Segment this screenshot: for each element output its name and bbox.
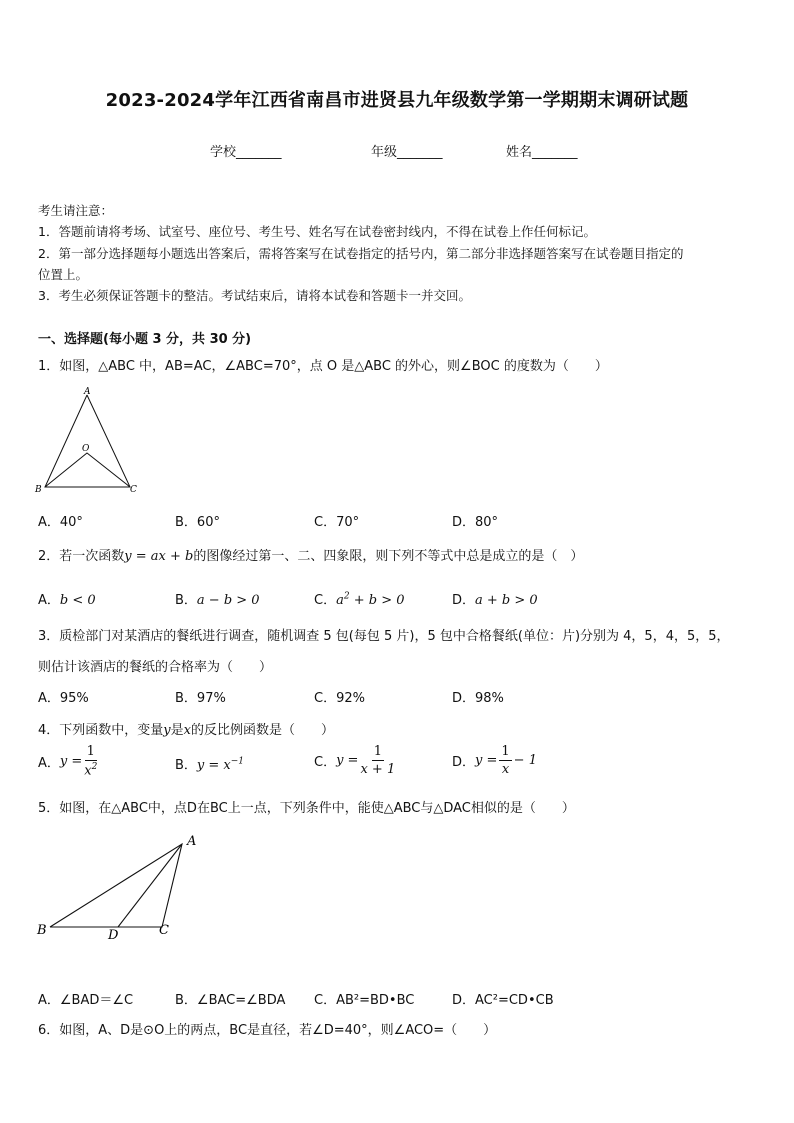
q2-option-b: B．a − b > 0 [175, 593, 260, 608]
q1-option-b: B．60° [175, 515, 220, 530]
question-2-text: 2．若一次函数y = ax + b的图像经过第一、二、四象限，则下列不等式中总是成立的是（ ） [38, 549, 584, 564]
q4-option-d: D． y = $\frac{1}{x}$ − 1 [452, 744, 537, 777]
q4-option-c: C． y = $\frac{1}{x + 1}$ [314, 744, 396, 777]
label-a: A [187, 834, 197, 849]
q4-option-a: A． y = $\frac{1}{x^2}$ [38, 744, 98, 779]
q5-option-d: D．AC²=CD•CB [452, 993, 554, 1008]
q5-option-b: B．∠BAC=∠BDA [175, 993, 286, 1008]
notice-item: 1．答题前请将考场、试室号、座位号、考生号、姓名写在试卷密封线内，不得在试卷上作任何标记。 [38, 224, 596, 239]
q3-option-d: D．98% [452, 691, 504, 706]
q5-option-c: C．AB²=BD•BC [314, 993, 415, 1008]
q3-option-a: A．95% [38, 691, 89, 706]
q1-option-c: C．70° [314, 515, 360, 530]
question-3-line-1: 3．质检部门对某酒店的餐纸进行调查，随机调查 5 包(每包 5 片)，5 包中合格餐纸(单位：片)分别为 4，5，4，5，5， [38, 629, 730, 644]
page-title: 2023-2024学年江西省南昌市进贤县九年级数学第一学期期末调研试题 [105, 90, 689, 111]
section-heading: 一、选择题(每小题 3 分，共 30 分) [38, 332, 252, 347]
question-3-line-2: 则估计该酒店的餐纸的合格率为（ ） [38, 660, 273, 675]
notice-item: 3．考生必须保证答题卡的整洁。考试结束后，请将本试卷和答题卡一并交回。 [38, 288, 471, 303]
question-4-text: 4．下列函数中，变量y是x的反比例函数是（ ） [38, 723, 335, 738]
math-expression: y = ax + b [124, 549, 194, 564]
label-b: B [35, 485, 42, 495]
label-c: C [159, 923, 169, 938]
q2-option-c: C．$a^2 + b > 0$ [314, 591, 405, 608]
q3-option-b: B．97% [175, 691, 226, 706]
label-d: D [108, 928, 119, 943]
question-6-text: 6．如图，A、D是⊙O上的两点，BC是直径，若∠D=40°，则∠ACO=（ ） [38, 1023, 497, 1038]
q4-option-b: B．$y = x^{-1}$ [175, 756, 245, 773]
question-1-text: 1．如图，△ABC 中，AB=AC，∠ABC=70°，点 O 是△ABC 的外心，则∠BOC 的度数为（ ） [38, 359, 608, 374]
notice-heading: 考生请注意： [38, 203, 114, 218]
label-c: C [130, 485, 137, 495]
label-o: O [82, 444, 90, 454]
triangle-figure-q5 [30, 830, 210, 945]
q1-option-a: A．40° [38, 515, 83, 530]
triangle-figure-q1 [30, 385, 145, 495]
q2-option-d: D．a + b > 0 [452, 593, 538, 608]
name-field: 姓名_______ [506, 145, 578, 160]
label-b: B [37, 923, 47, 938]
notice-item: 2．第一部分选择题每小题选出答案后，需将答案写在试卷指定的括号内，第二部分非选择题答案写在试卷题目指定的 [38, 246, 684, 261]
notice-item: 位置上。 [38, 267, 89, 282]
school-field: 学校_______ [210, 145, 282, 160]
q5-option-a: A．∠BAD＝∠C [38, 993, 134, 1008]
label-a: A [84, 387, 91, 397]
grade-field: 年级_______ [371, 145, 443, 160]
q2-option-a: A．b < 0 [38, 593, 96, 608]
q1-option-d: D．80° [452, 515, 499, 530]
q3-option-c: C．92% [314, 691, 365, 706]
question-5-text: 5．如图，在△ABC中，点D在BC上一点，下列条件中，能使△ABC与△DAC相似的是（ ） [38, 801, 575, 816]
